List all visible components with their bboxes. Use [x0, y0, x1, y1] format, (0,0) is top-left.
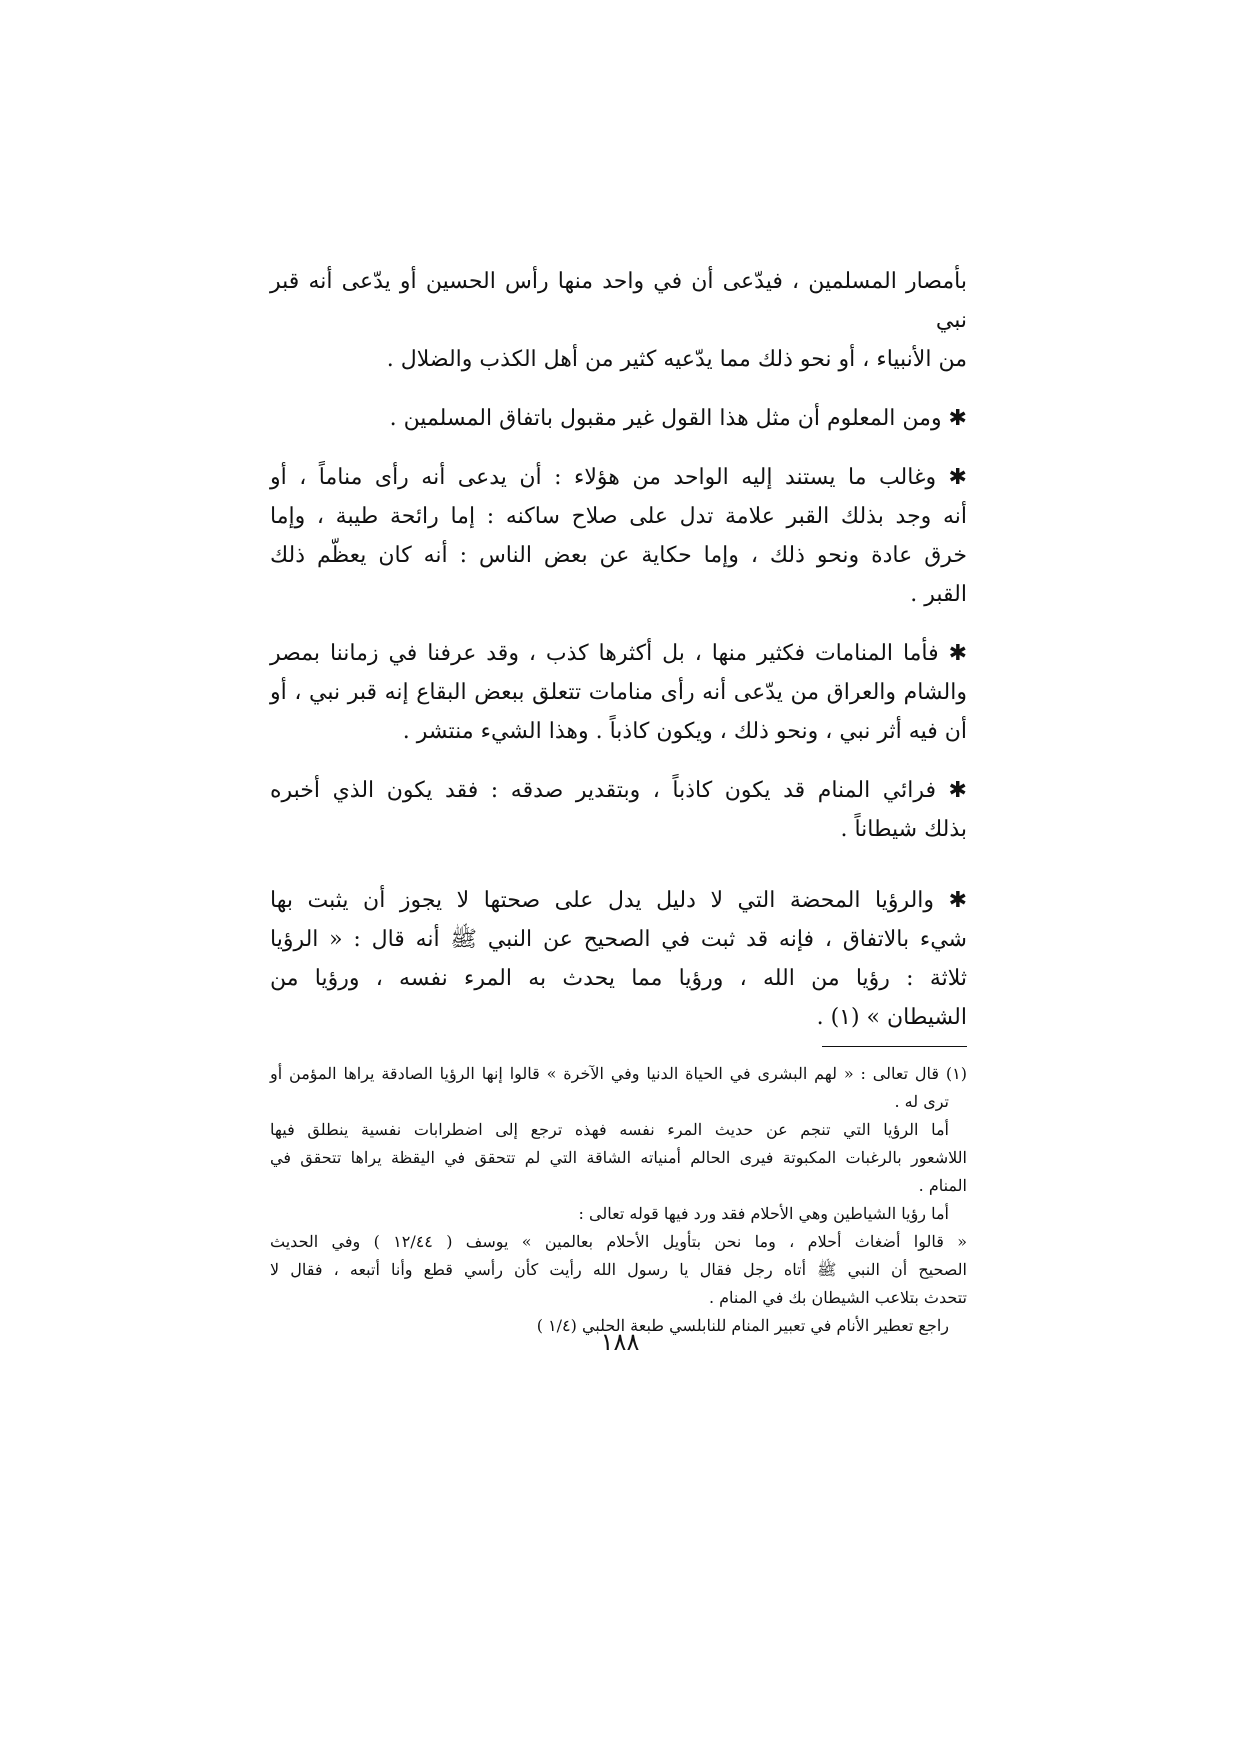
footnote-line: (١) قال تعالى : « لهم البشرى في الحياة الدنيا وفي الآخرة » قالوا إنها الرؤيا الصادقة يراها المؤمن أو	[270, 1064, 968, 1083]
text-line: أنه وجد بذلك القبر علامة تدل على صلاح ساكنه : إما رائحة طيبة ، وإما	[270, 504, 967, 529]
paragraph-1	[270, 262, 967, 379]
paragraph-2	[270, 399, 967, 438]
footnote-divider	[822, 1046, 967, 1047]
footnote-1-para-3	[270, 1200, 967, 1228]
text-line: بذلك شيطاناً .	[840, 817, 967, 842]
footnotes	[270, 1060, 967, 1340]
paragraph-5	[270, 771, 967, 849]
paragraph-3	[270, 458, 967, 614]
text-line: والشام والعراق من يدّعى أنه رأى منامات تتعلق ببعض البقاع إنه قبر نبي ، أو	[270, 680, 967, 705]
text-line: ✱ وغالب ما يستند إليه الواحد من هؤلاء : أن يدعى أنه رأى مناماً ، أو	[270, 465, 967, 490]
text-line: ✱ فرائي المنام قد يكون كاذباً ، وبتقدير صدقه : فقد يكون الذي أخبره	[270, 778, 967, 803]
main-text	[270, 262, 967, 1057]
footnote-1-para-4	[270, 1228, 967, 1312]
footnote-line: ترى له .	[894, 1092, 949, 1111]
footnote-1-para-2	[270, 1116, 967, 1200]
footnote-1	[270, 1060, 967, 1116]
text-line: ثلاثة : رؤيا من الله ، ورؤيا مما يحدث به المرء نفسه ، ورؤيا من	[270, 966, 967, 991]
text-line: من الأنبياء ، أو نحو ذلك مما يدّعيه كثير من أهل الكذب والضلال .	[386, 347, 967, 372]
text-line: بأمصار المسلمين ، فيدّعى أن في واحد منها رأس الحسين أو يدّعى أنه قبر نبي	[270, 269, 967, 333]
text-line: ✱ ومن المعلوم أن مثل هذا القول غير مقبول باتفاق المسلمين .	[389, 406, 967, 431]
footnote-line: أما الرؤيا التي تنجم عن حديث المرء نفسه فهذه ترجع إلى اضطرابات نفسية ينطلق فيها	[270, 1120, 949, 1139]
footnote-line: « قالوا أضغاث أحلام ، وما نحن بتأويل الأحلام بعالمين » يوسف ( ١٢/٤٤ ) وفي الحديث	[270, 1232, 967, 1251]
text-line: خرق عادة ونحو ذلك ، وإما حكاية عن بعض الناس : أنه كان يعظّم ذلك	[270, 543, 967, 568]
text-line: أن فيه أثر نبي ، ونحو ذلك ، ويكون كاذباً . وهذا الشيء منتشر .	[402, 719, 967, 744]
paragraph-6	[270, 881, 967, 1037]
footnote-line: الصحيح أن النبي ﷺ أتاه رجل فقال يا رسول الله رأيت كأن رأسي قطع وأنا أتبعه ، فقال لا	[270, 1260, 967, 1279]
footnote-line: أما رؤيا الشياطين وهي الأحلام فقد ورد فيها قوله تعالى :	[578, 1204, 949, 1223]
text-line: الشيطان » (١) .	[816, 1005, 967, 1030]
footnote-line: اللاشعور بالرغبات المكبوتة فيرى الحالم أمنياته الشاقة التي لم تتحقق في اليقظة يراها تتحقق في	[270, 1148, 967, 1167]
text-line: شيء بالاتفاق ، فإنه قد ثبت في الصحيح عن النبي ﷺ أنه قال : « الرؤيا	[270, 927, 967, 952]
text-line: ✱ فأما المنامات فكثير منها ، بل أكثرها كذب ، وقد عرفنا في زماننا بمصر	[270, 641, 967, 666]
footnote-line: راجع تعطير الأنام في تعبير المنام للنابلسي طبعة الحلبي (١/٤ )	[536, 1316, 949, 1335]
page-number: ١٨٨	[600, 1328, 640, 1356]
footnote-line: تتحدث بتلاعب الشيطان بك في المنام .	[708, 1288, 967, 1307]
footnote-line: المنام .	[918, 1176, 967, 1195]
text-line: ✱ والرؤيا المحضة التي لا دليل يدل على صحتها لا يجوز أن يثبت بها	[270, 888, 968, 913]
text-line: القبر .	[910, 582, 967, 607]
paragraph-4	[270, 634, 967, 751]
